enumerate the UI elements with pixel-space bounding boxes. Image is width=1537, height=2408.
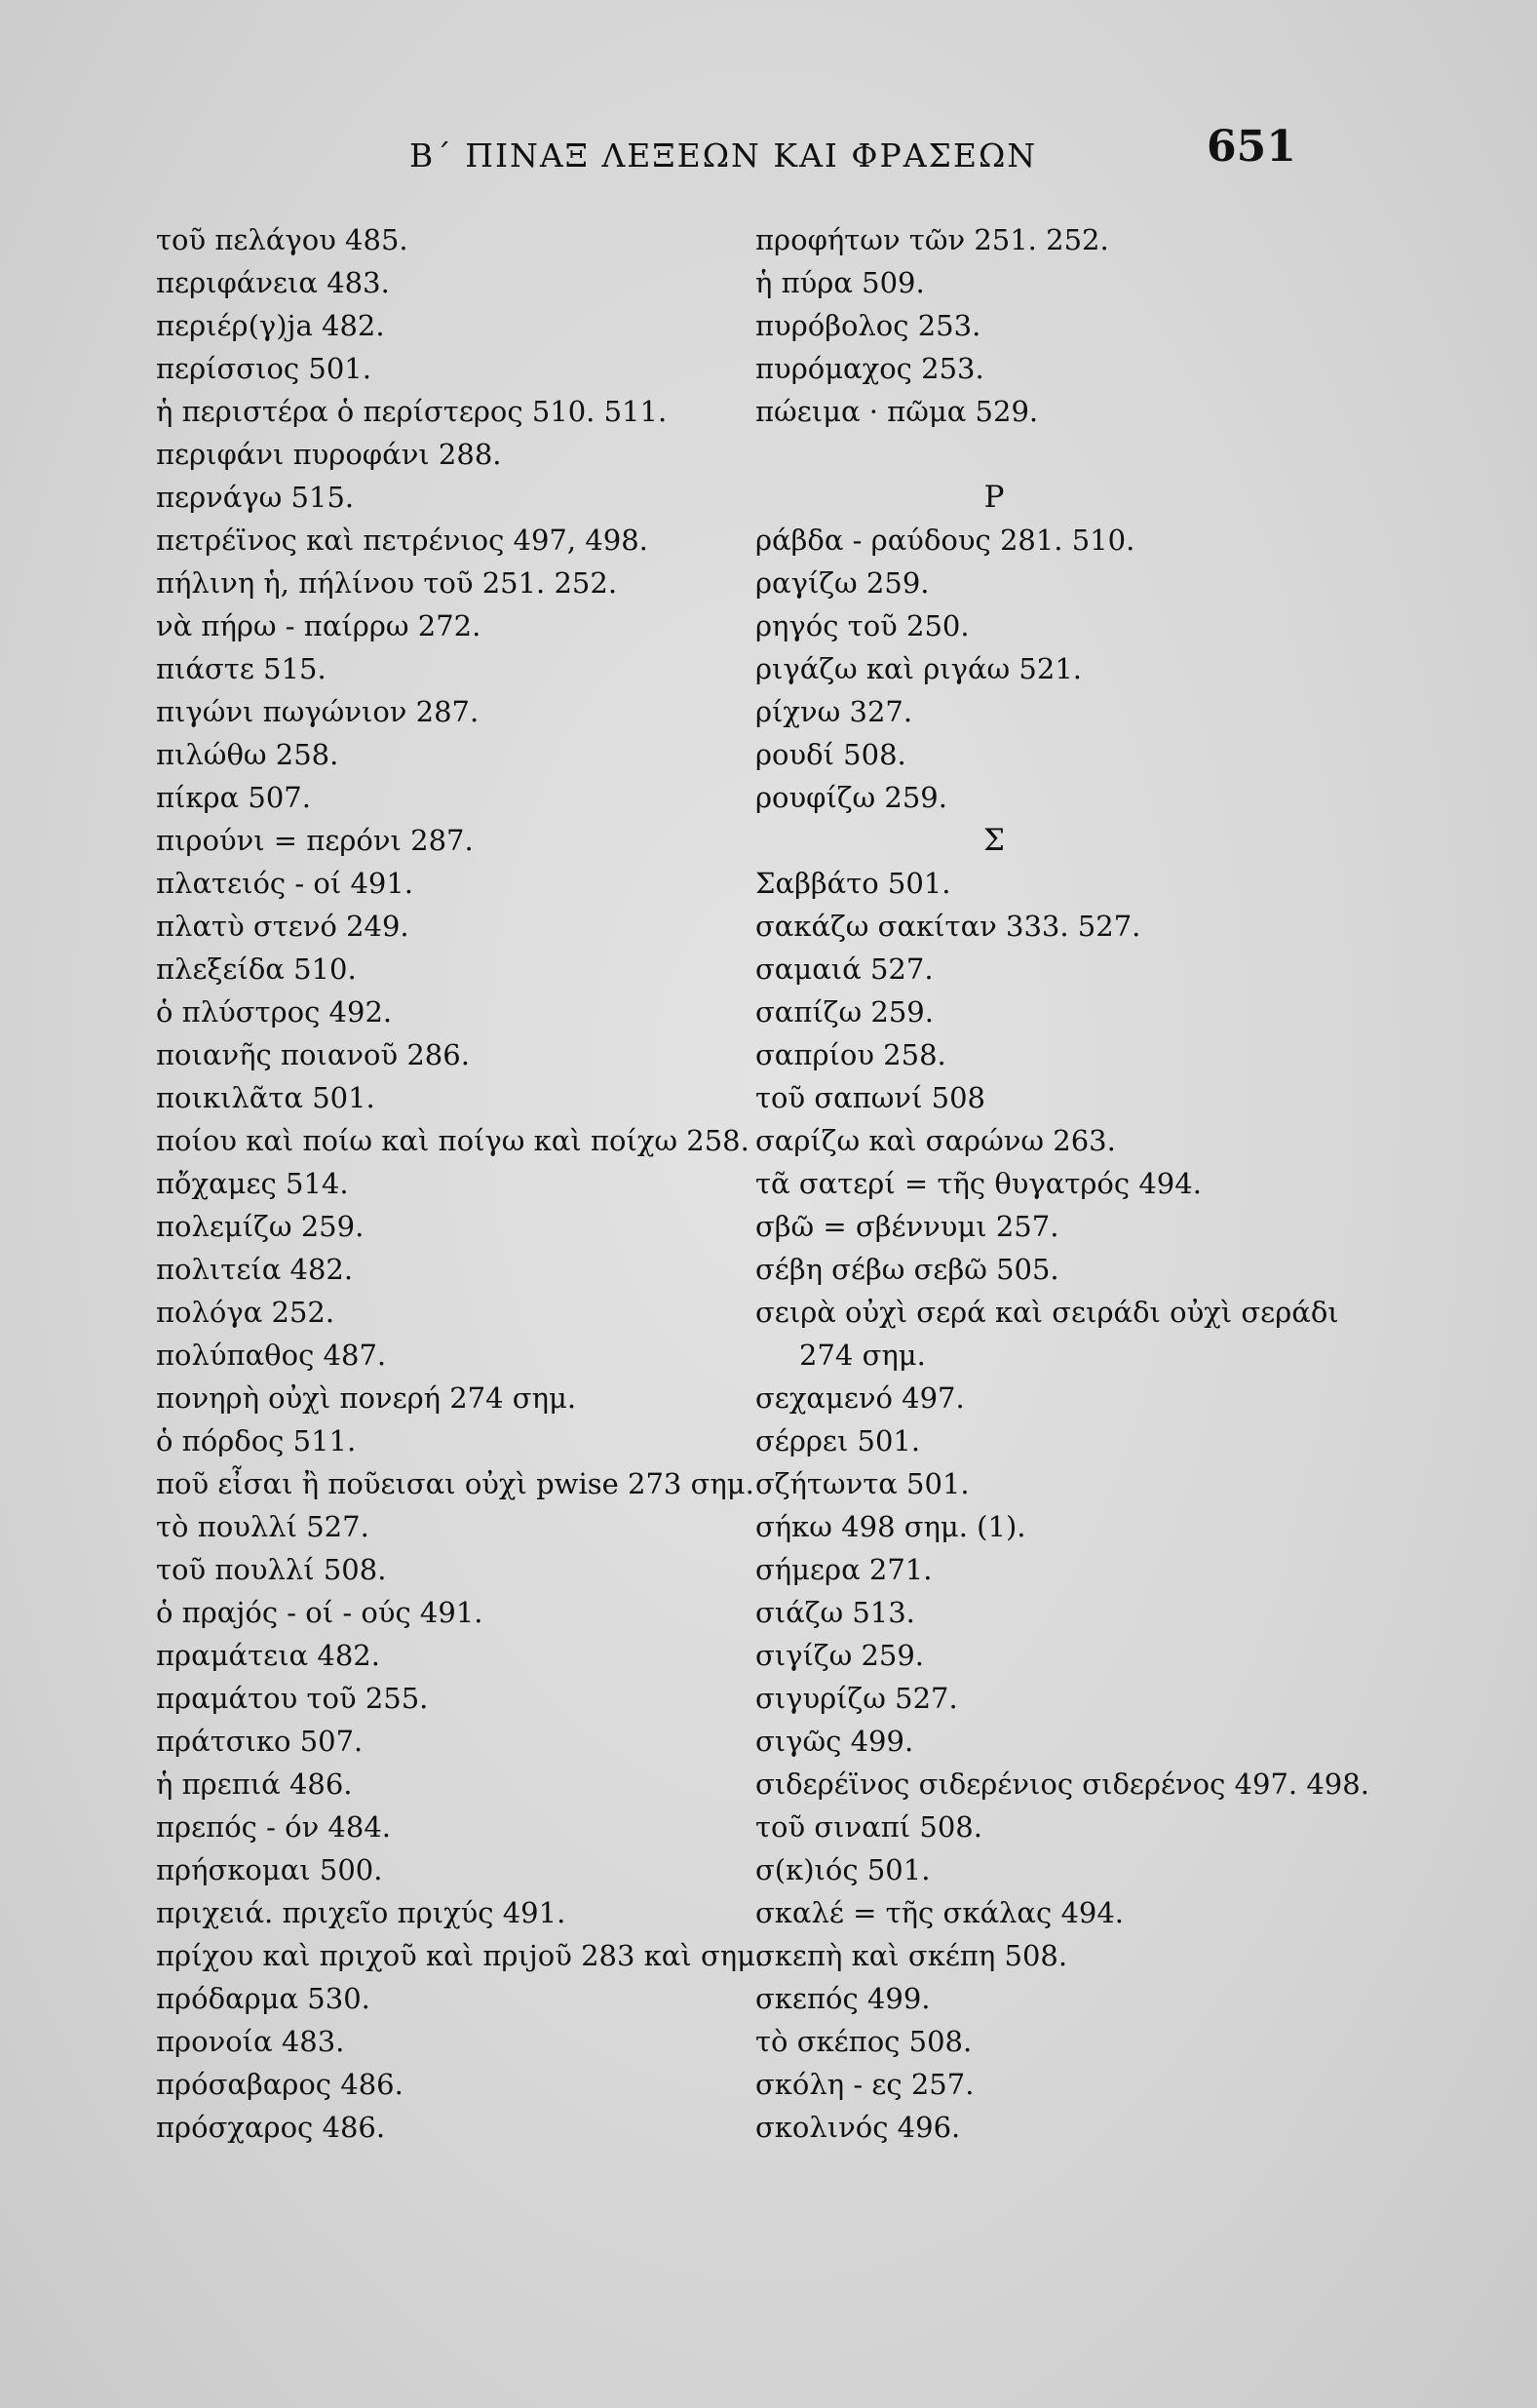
index-entry: πλατὺ στενό 249.: [156, 910, 409, 943]
index-entry: σιγῶς 499.: [755, 1725, 914, 1758]
index-entry: Σαββάτο 501.: [755, 867, 951, 900]
index-entry: πιάστε 515.: [156, 652, 327, 685]
index-entry: πίκρα 507.: [156, 781, 311, 814]
index-entry: σιάζω 513.: [755, 1596, 915, 1629]
index-entry: ρίχνω 327.: [755, 695, 913, 728]
index-entry: νὰ πήρω - παίρρω 272.: [156, 609, 481, 642]
index-entry: πλεξείδα 510.: [156, 952, 357, 986]
index-entry: σαπίζω 259.: [755, 995, 934, 1029]
index-entry: πήλινη ἡ, πήλίνου τοῦ 251. 252.: [156, 566, 618, 600]
index-entry: σειρὰ οὐχὶ σερά καὶ σειράδι οὐχὶ σεράδι: [755, 1296, 1339, 1329]
index-entry: πρόσαβαρος 486.: [156, 2068, 403, 2101]
index-entry: πονηρὴ οὐχὶ πονερή 274 σημ.: [156, 1381, 577, 1415]
index-entry: πολιτεία 482.: [156, 1253, 354, 1286]
index-entry: περιφάνι πυροφάνι 288.: [156, 438, 502, 471]
index-entry: ρουφίζω 259.: [755, 781, 947, 814]
index-entry: τᾶ σατερί = τῆς θυγατρός 494.: [755, 1167, 1202, 1200]
index-entry: πολεμίζω 259.: [156, 1210, 365, 1243]
index-entry: σβῶ = σβέννυμι 257.: [755, 1210, 1059, 1243]
index-entry: πρίχου καὶ πριχοῦ καὶ πριjοῦ 283 καὶ σημ.: [156, 1939, 765, 1972]
index-entry: πράτσικο 507.: [156, 1725, 364, 1758]
index-entry: τὸ σκέπος 508.: [755, 2025, 973, 2058]
index-entry: σκεπός 499.: [755, 1982, 931, 2015]
index-entry: πολόγα 252.: [156, 1296, 335, 1329]
index-entry: σκόλη - ες 257.: [755, 2068, 975, 2101]
index-entry: σκολινός 496.: [755, 2111, 961, 2144]
index-entry: 274 σημ.: [799, 1339, 926, 1372]
index-entry: πυρόβολος 253.: [755, 309, 981, 342]
index-entry: περιφάνεια 483.: [156, 266, 390, 299]
index-entry: σακάζω σακίταν 333. 527.: [755, 910, 1141, 943]
index-entry: σκεπὴ καὶ σκέπη 508.: [755, 1939, 1068, 1972]
index-entry: ράβδα - ραύδους 281. 510.: [755, 524, 1135, 557]
index-entry: ἡ περιστέρα ὁ περίστερος 510. 511.: [156, 395, 668, 428]
index-entry: τοῦ σαπωνί 508: [755, 1081, 986, 1114]
index-entry: ὁ πόρδος 511.: [156, 1424, 357, 1457]
index-entry: πυρόμαχος 253.: [755, 352, 984, 385]
index-entry: πιλώθω 258.: [156, 738, 339, 771]
index-entry: ποῦ εἶσαι ἢ ποῦεισαι οὐχὶ pwise 273 σημ.: [156, 1467, 754, 1500]
index-entry: προνοία 483.: [156, 2025, 345, 2058]
index-entry: πὄχαμες 514.: [156, 1167, 349, 1200]
index-entry: τὸ πουλλί 527.: [156, 1510, 369, 1543]
index-entry: πραμάτου τοῦ 255.: [156, 1682, 429, 1715]
index-entry: σιγίζω 259.: [755, 1639, 925, 1672]
index-entry: πρεπός - όν 484.: [156, 1810, 392, 1844]
index-column-right: [755, 218, 1516, 2149]
section-letter: Σ: [983, 823, 1005, 858]
index-column-left: [156, 218, 765, 2149]
index-entry: περιέρ(γ)ja 482.: [156, 309, 385, 342]
index-entry: πετρέϊνος καὶ πετρένιος 497, 498.: [156, 524, 648, 557]
blank-line: [755, 433, 1516, 476]
index-entry: προφήτων τῶν 251. 252.: [755, 223, 1109, 256]
running-title: Β΄ ΠΙΝΑΞ ΛΕΞΕΩΝ ΚΑΙ ΦΡΑΣΕΩΝ: [409, 136, 1038, 175]
index-entry: πριχειά. πριχεῖο πριχύς 491.: [156, 1896, 566, 1929]
index-entry: σαμαιά 527.: [755, 952, 934, 986]
index-entry: τοῦ πελάγου 485.: [156, 223, 408, 256]
index-entry: πλατειός - οί 491.: [156, 867, 414, 900]
index-entry: σέβη σέβω σεβῶ 505.: [755, 1253, 1059, 1286]
index-entry: ρηγός τοῦ 250.: [755, 609, 970, 642]
index-entry: τοῦ σιναπί 508.: [755, 1810, 982, 1844]
index-entry: σ(κ)ιός 501.: [755, 1853, 931, 1886]
index-entry: σαπρίου 258.: [755, 1038, 946, 1071]
index-entry: πολύπαθος 487.: [156, 1339, 387, 1372]
index-entry: σήκω 498 σημ. (1).: [755, 1510, 1026, 1543]
index-entry: τοῦ πουλλί 508.: [156, 1553, 387, 1586]
index-entry: σέρρει 501.: [755, 1424, 921, 1457]
index-entry: περνάγω 515.: [156, 481, 355, 514]
index-entry: πρήσκομαι 500.: [156, 1853, 383, 1886]
index-entry: πιρούνι = περόνι 287.: [156, 824, 474, 857]
index-entry: ραγίζω 259.: [755, 566, 930, 600]
index-entry: σκαλέ = τῆς σκάλας 494.: [755, 1896, 1125, 1929]
index-entry: πραμάτεια 482.: [156, 1639, 380, 1672]
page-number: 651: [1207, 122, 1296, 172]
index-entry: πιγώνι πωγώνιον 287.: [156, 695, 480, 728]
index-entry: ἡ πύρα 509.: [755, 266, 925, 299]
index-entry: σαρίζω καὶ σαρώνω 263.: [755, 1124, 1116, 1157]
index-entry: ρουδί 508.: [755, 738, 906, 771]
index-entry: περίσσιος 501.: [156, 352, 371, 385]
index-entry: ποίου καὶ ποίω καὶ ποίγω καὶ ποίχω 258.: [156, 1124, 749, 1157]
index-entry: ἡ πρεπιά 486.: [156, 1767, 353, 1801]
index-entry: σήμερα 271.: [755, 1553, 933, 1586]
index-entry: σζήτωντα 501.: [755, 1467, 970, 1500]
index-entry: ὁ πραjός - οί - ούς 491.: [156, 1596, 483, 1629]
index-entry: ποικιλᾶτα 501.: [156, 1081, 375, 1114]
index-entry: σεχαμενό 497.: [755, 1381, 965, 1415]
index-entry: ποιανῆς ποιανοῦ 286.: [156, 1038, 470, 1071]
index-entry: ὁ πλύστρος 492.: [156, 995, 393, 1029]
index-entry: πώειμα · πῶμα 529.: [755, 395, 1039, 428]
index-entry: ριγάζω καὶ ριγάω 521.: [755, 652, 1082, 685]
section-letter: Ρ: [983, 480, 1005, 515]
index-entry: πρόδαρμα 530.: [156, 1982, 370, 2015]
index-entry: σιγυρίζω 527.: [755, 1682, 958, 1715]
index-entry: πρόσχαρος 486.: [156, 2111, 386, 2144]
index-entry: σιδερέϊνος σιδερένιος σιδερένος 497. 498.: [755, 1767, 1369, 1801]
